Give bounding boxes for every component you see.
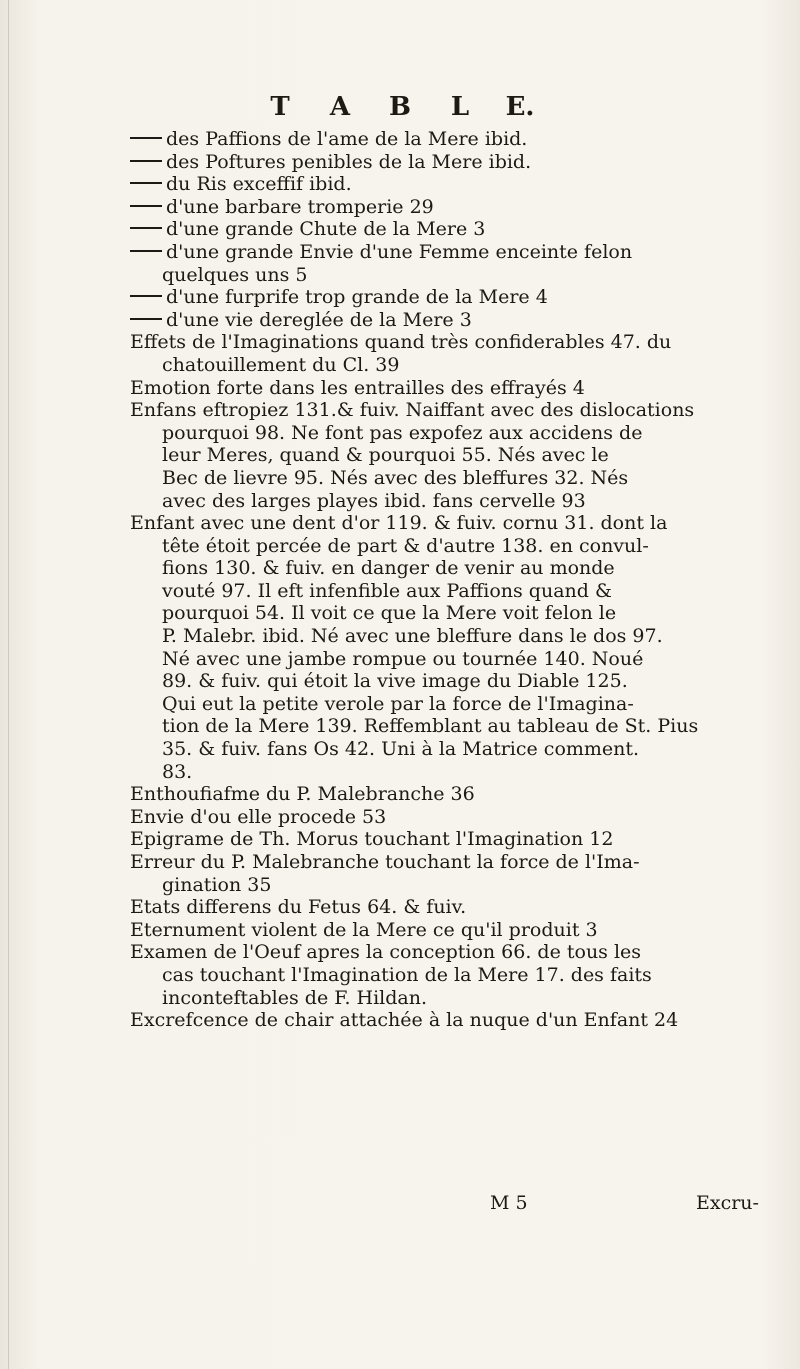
catchword: Excru- xyxy=(696,1192,759,1214)
index-entry-continuation: gination 35 xyxy=(162,873,272,896)
index-entry: Eternument violent de la Mere ce qu'il produit 3 xyxy=(130,918,598,941)
index-entry-continuation: leur Meres, quand & pourquoi 55. Nés avec le xyxy=(162,444,609,467)
index-subentry: d'une furprife trop grande de la Mere 4 xyxy=(130,286,770,309)
index-entry-continuation: pourquoi 98. Ne font pas expofez aux accidens de xyxy=(162,421,643,444)
index-entry: Emotion forte dans les entrailles des effrayés 4 xyxy=(130,376,585,399)
index-subentry: d'une barbare tromperie 29 xyxy=(130,196,770,219)
index-subentry-continuation: quelques uns 5 xyxy=(162,263,308,286)
signature-mark: M 5 xyxy=(490,1192,528,1214)
index-entry: Enthoufiafme du P. Malebranche 36 xyxy=(130,783,475,806)
index-entry-continuation: cas touchant l'Imagination de la Mere 17. des faits xyxy=(162,963,652,986)
index-subentry: d'une grande Chute de la Mere 3 xyxy=(130,218,770,241)
index-entry: Effets de l'Imaginations quand très confiderables 47. du xyxy=(130,331,672,354)
index-entries xyxy=(130,331,770,1031)
dash-mark xyxy=(130,205,162,207)
index-entry-continuation: tion de la Mere 139. Reffemblant au tableau de St. Pius xyxy=(162,715,699,738)
index-entry: Etats differens du Fetus 64. & fuiv. xyxy=(130,896,467,919)
index-entry-continuation: Qui eut la petite verole par la force de l'Imagina- xyxy=(162,692,634,715)
index-entry-continuation: avec des larges playes ibid. fans cervelle 93 xyxy=(162,489,586,512)
index-entry-continuation: 83. xyxy=(162,760,193,783)
index-subentry: des Paffions de l'ame de la Mere ibid. xyxy=(130,128,770,151)
index-entry: Enfant avec une dent d'or 119. & fuiv. cornu 31. dont la xyxy=(130,512,668,535)
index-entry-continuation: fions 130. & fuiv. en danger de venir au monde xyxy=(162,557,615,580)
index-entry: Examen de l'Oeuf apres la conception 66. de tous les xyxy=(130,941,642,964)
dash-mark xyxy=(130,227,162,229)
dash-mark xyxy=(130,295,162,297)
index-subentry: du Ris exceffif ibid. xyxy=(130,173,770,196)
index-entry-continuation: P. Malebr. ibid. Né avec une bleffure dans le dos 97. xyxy=(162,625,663,648)
index-entry-continuation: Bec de lievre 95. Nés avec des bleffures 32. Nés xyxy=(162,466,629,489)
index-entry-continuation: pourquoi 54. Il voit ce que la Mere voit felon le xyxy=(162,602,617,625)
index-entry: Erreur du P. Malebranche touchant la force de l'Ima- xyxy=(130,851,640,873)
index-entry-continuation: inconteftables de F. Hildan. xyxy=(162,986,428,1009)
index-subentry: d'une vie dereglée de la Mere 3 xyxy=(130,309,770,332)
index-entry-continuation: 89. & fuiv. qui étoit la vive image du Diable 125. xyxy=(162,670,628,693)
index-entry-continuation: tête étoit percée de part & d'autre 138. en convul- xyxy=(162,534,649,557)
dash-mark xyxy=(130,160,162,162)
index-entry: Envie d'ou elle procede 53 xyxy=(130,805,387,828)
index-subentry: des Poftures penibles de la Mere ibid. xyxy=(130,151,770,174)
page-edge xyxy=(8,0,9,1369)
index-content xyxy=(130,128,770,1032)
index-entry: Excrefcence de chair attachée à la nuque d'un Enfant 24 xyxy=(130,1009,679,1032)
index-entry-continuation: chatouillement du Cl. 39 xyxy=(162,353,400,376)
index-entry: Enfans eftropiez 131.& fuiv. Naiffant avec des dislocations xyxy=(130,399,695,422)
header-letter: A xyxy=(329,92,351,122)
header-letter: L xyxy=(450,92,470,122)
index-entry-continuation: Né avec une jambe rompue ou tournée 140. Noué xyxy=(162,647,644,670)
header-letter: E. xyxy=(505,92,535,122)
index-subentry: d'une grande Envie d'une Femme enceinte felon xyxy=(130,241,770,264)
index-entry-continuation: vouté 97. Il eft infenfible aux Paffions quand & xyxy=(162,579,612,602)
dash-mark xyxy=(130,250,162,252)
header-letter: T xyxy=(270,92,290,122)
dash-mark xyxy=(130,137,162,139)
index-entry-continuation: 35. & fuiv. fans Os 42. Uni à la Matrice comment. xyxy=(162,738,640,761)
dash-mark xyxy=(130,318,162,320)
index-entry: Epigrame de Th. Morus touchant l'Imagination 12 xyxy=(130,828,614,851)
running-header xyxy=(0,92,800,122)
header-letter: B xyxy=(389,92,411,122)
dash-mark xyxy=(130,182,162,184)
